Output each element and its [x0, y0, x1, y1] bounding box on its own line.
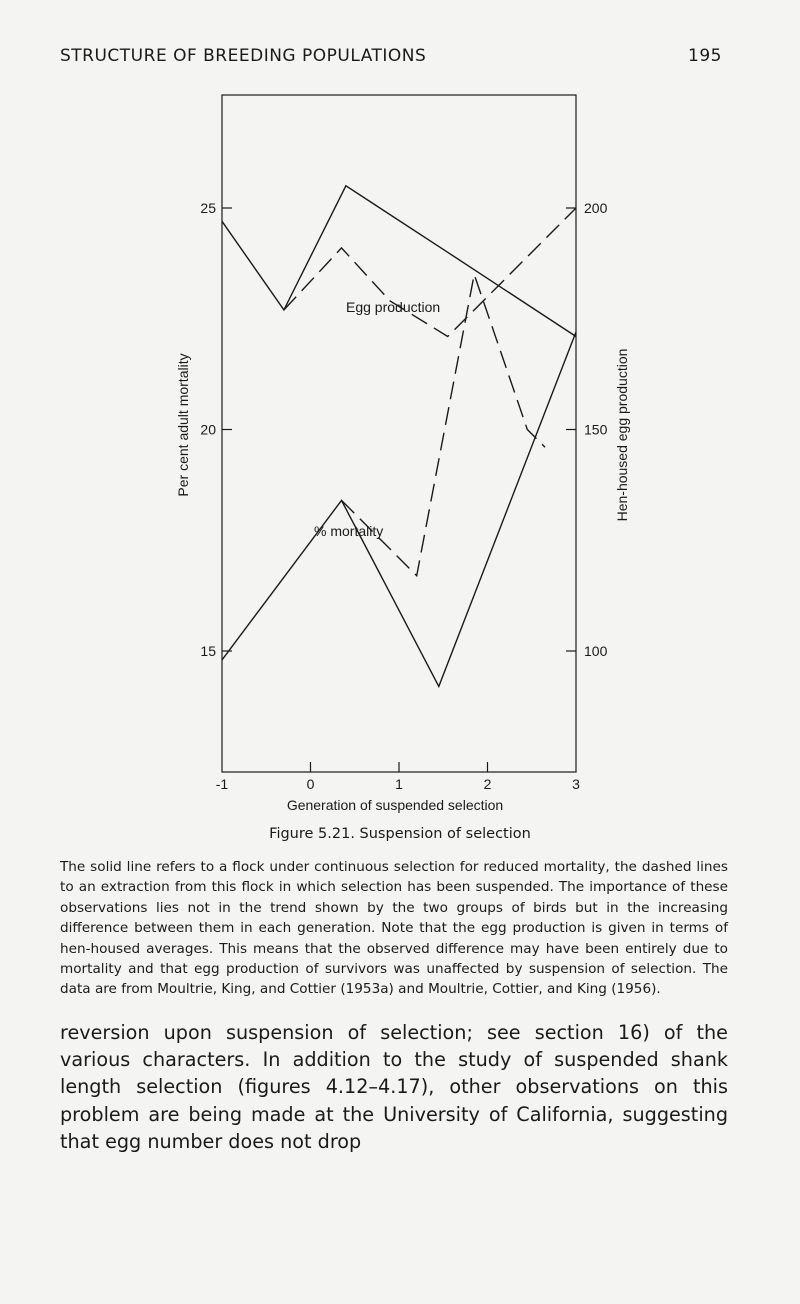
figure-caption: Figure 5.21. Suspension of selection	[269, 826, 531, 842]
running-title: STRUCTURE OF BREEDING POPULATIONS	[60, 46, 427, 66]
page-number: 195	[688, 46, 722, 66]
annotation-mortality: % mortality	[314, 523, 384, 539]
right-tick-label: 200	[584, 200, 608, 216]
x-tick-label: -1	[215, 776, 229, 792]
body-paragraph: reversion upon suspension of selection; see section 16) of the various characters. In addition to the study of suspended shank length selection (figures 4.12–4.17), other observations on this problem are being made at the University of California, suggesting that egg number does not drop	[60, 1021, 728, 1153]
annotation-egg-production: Egg production	[346, 299, 441, 315]
right-tick-label: 100	[584, 643, 608, 659]
right-tick-label: 150	[584, 421, 608, 438]
figure-note: The solid line refers to a flock under continuous selection for reduced mortality, the dashed lines to an extraction from this flock in which selection has been suspended. The importance of these observations lies not in the trend shown by the two groups of birds but in the increasing difference between them in each generation. Note that the egg production is given in terms of hen-housed averages. This means that the observed difference may have been entirely due to mortality and that egg production of survivors was unaffected by suspension of selection. The data are from Moultrie, King, and Cottier (1953a) and Moultrie, Cottier, and King (1956).	[60, 859, 728, 998]
left-tick-label: 15	[200, 643, 216, 659]
plot-frame	[222, 95, 576, 772]
right-axis-label: Hen-housed egg production	[614, 348, 630, 522]
left-tick-label: 20	[200, 421, 216, 438]
axis-ticks	[200, 200, 607, 792]
x-tick-label: 3	[572, 776, 580, 792]
x-tick-label: 0	[306, 776, 315, 792]
x-tick-label: 1	[395, 776, 403, 792]
plot-border	[222, 95, 576, 772]
left-tick-label: 25	[200, 200, 216, 216]
x-axis-label: Generation of suspended selection	[286, 797, 504, 813]
mortality-solid-line	[222, 332, 576, 686]
x-tick-label: 2	[483, 776, 492, 792]
left-axis-label: Per cent adult mortality	[175, 353, 191, 497]
egg-production-dashed-line	[284, 208, 576, 337]
data-lines	[222, 186, 576, 687]
